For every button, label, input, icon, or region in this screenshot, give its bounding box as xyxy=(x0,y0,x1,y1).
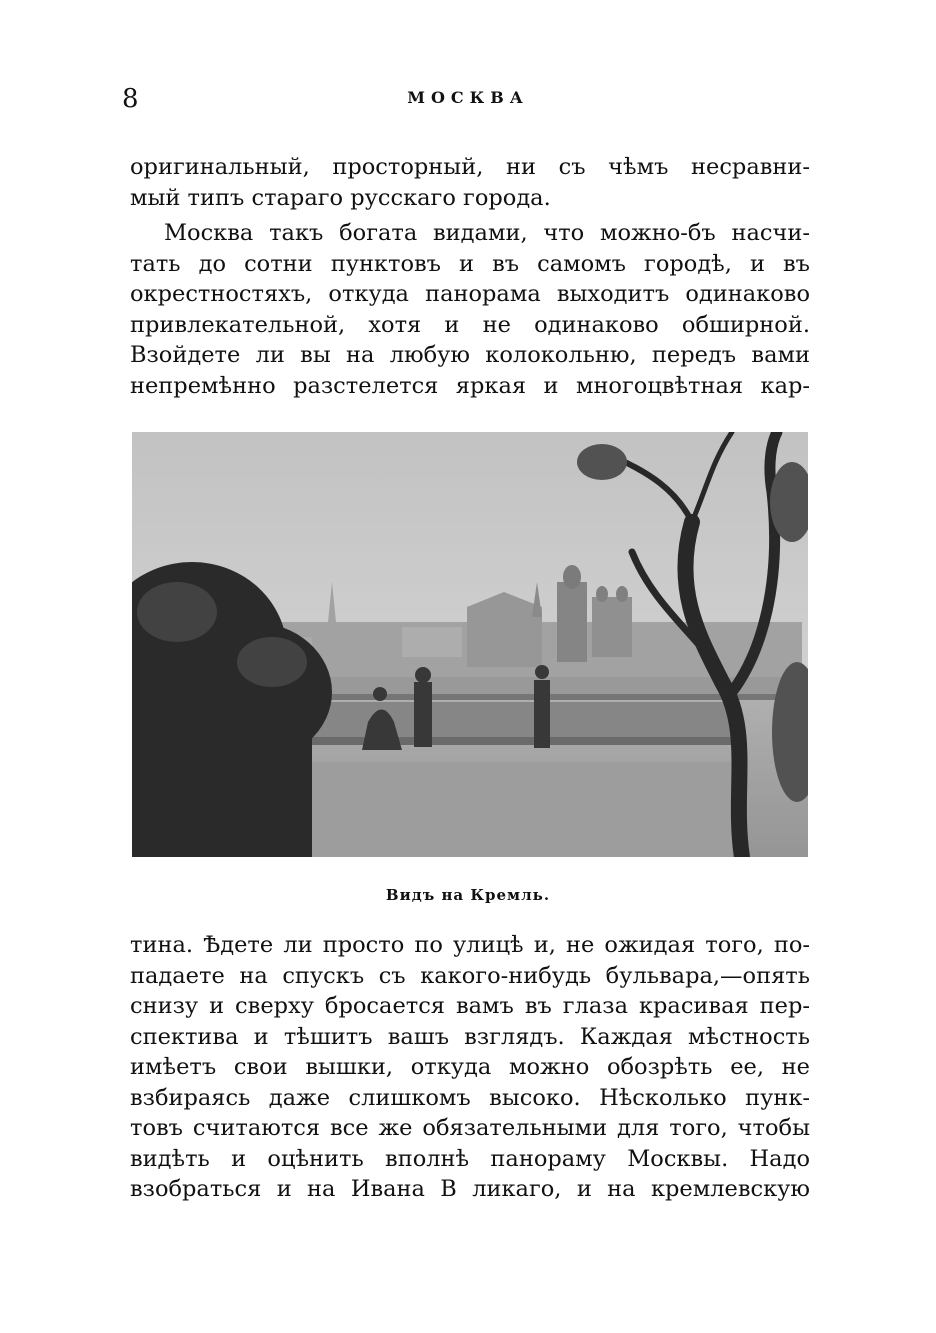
text-line: непремѣнно разстелется яркая и многоцвѣтная кар- xyxy=(130,372,810,399)
figure-caption: Видъ на Кремль. xyxy=(385,886,551,904)
text-line: тать до сотни пунктовъ и въ самомъ городѣ, и въ xyxy=(130,250,810,277)
text-line: привлекательной, хотя и не одинаково обширной. xyxy=(130,311,810,338)
text-line: видѣть и оцѣнить вполнѣ панораму Москвы. Надо xyxy=(130,1145,810,1172)
paragraph-1 xyxy=(130,152,810,213)
text-line: тина. Ѣдете ли просто по улицѣ и, не ожидая того, по- xyxy=(130,932,810,958)
text-line: окрестностяхъ, откуда панорама выходитъ одинаково xyxy=(130,281,810,307)
text-line: мый типъ стараго русскаго города. xyxy=(130,184,551,211)
text-line: взобраться и на Ивана В ликаго, и на кремлевскую xyxy=(130,1176,810,1202)
text-line: товъ считаются все же обязательными для того, чтобы xyxy=(130,1115,810,1141)
text-line: снизу и сверху бросается вамъ въ глаза красивая пер- xyxy=(130,993,810,1019)
text-line: спектива и тѣшитъ вашъ взглядъ. Каждая мѣстность xyxy=(130,1023,810,1050)
text-line: имѣетъ свои вышки, откуда можно обозрѣть ее, не xyxy=(130,1054,810,1080)
text-line: падаете на спускъ съ какого-нибудь бульвара,—опять xyxy=(130,962,810,989)
text-line: Взойдете ли вы на любую колокольню, передъ вами xyxy=(130,342,810,368)
kremlin-photograph xyxy=(132,432,808,857)
running-head: МОСКВА xyxy=(407,88,529,107)
text-line: оригинальный, просторный, ни съ чѣмъ несравни- xyxy=(130,154,810,180)
paragraph-2 xyxy=(130,218,810,401)
paragraph-3 xyxy=(130,930,810,1205)
text-line: взбираясь даже слишкомъ высоко. Нѣсколько пунк- xyxy=(130,1084,810,1111)
page-number: 8 xyxy=(122,84,139,114)
text-line: Москва такъ богата видами, что можно-бъ насчи- xyxy=(164,220,810,246)
kremlin-photograph-drawing xyxy=(132,432,808,857)
